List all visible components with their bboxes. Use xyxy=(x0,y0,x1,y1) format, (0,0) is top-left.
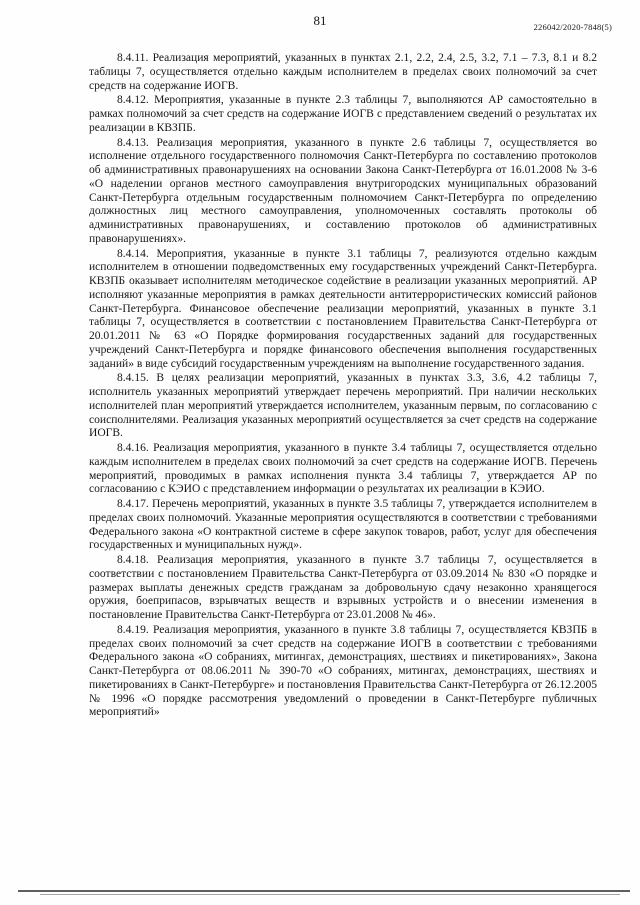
paragraph-8-4-11: 8.4.11. Реализация мероприятий, указанных в пунктах 2.1, 2.2, 2.4, 2.5, 3.2, 7.1 – 7.3, 8.1 и 8.2 таблицы 7, осуществляется отдельно каждым исполнителем в пределах своих полномочий за счет средств на содержание ИОГВ. xyxy=(89,52,597,92)
paragraph-8-4-19: 8.4.19. Реализация мероприятия, указанного в пункте 3.8 таблицы 7, осуществляется КВЗПБ в пределах своих полномочий за счет средств на содержание ИОГВ в соответствии с требованиями Федерального закона «О собраниях, митингах, демонстрациях, шествиях и пикетированиях», Закона Санкт-Петербурга от 08.06.2011 № 390-70 «О собраниях, митингах, демонстрациях, шествиях и пикетированиях в Санкт-Петербурге» и постановления Правительства Санкт-Петербурга от 26.12.2005 № 1996 «О порядке рассмотрения уведомлений о проведении в Санкт-Петербурге публичных мероприятий» xyxy=(89,623,597,719)
paragraph-8-4-17: 8.4.17. Перечень мероприятий, указанных в пункте 3.5 таблицы 7, утверждается исполнителем в пределах своих полномочий. Указанные мероприятия осуществляются в соответствии с требованиями Федерального закона «О контрактной системе в сфере закупок товаров, работ, услуг для обеспечения государственных и муниципальных нужд». xyxy=(89,498,597,552)
paragraph-8-4-18: 8.4.18. Реализация мероприятия, указанного в пункте 3.7 таблицы 7, осуществляется в соответствии с постановлением Правительства Санкт-Петербурга от 03.09.2014 № 830 «О порядке и размерах выплаты денежных средств гражданам за добровольную сдачу незаконно хранящегося оружия, боеприпасов, взрывчатых веществ и взрывных устройств и о внесении изменения в постановление Правительства Санкт-Петербурга от 23.01.2008 № 46». xyxy=(89,554,597,621)
paragraph-8-4-15: 8.4.15. В целях реализации мероприятий, указанных в пунктах 3.3, 3.6, 4.2 таблицы 7, исполнитель указанных мероприятий утверждает перечень мероприятий. При наличии нескольких исполнителей план мероприятий утверждается исполнителем, указанным первым, по согласованию с соисполнителями. Реализация указанных мероприятий осуществляется за счет средств на содержание ИОГВ. xyxy=(89,372,597,440)
paragraph-8-4-12: 8.4.12. Мероприятия, указанные в пункте 2.3 таблицы 7, выполняются АР самостоятельно в рамках полномочий за счет средств на содержание ИОГВ с представлением сведений о результатах их реализации в КВЗПБ. xyxy=(89,94,597,134)
document-code: 226042/2020-7848(5) xyxy=(533,22,612,32)
scan-edge-line xyxy=(18,890,630,892)
paragraph-8-4-14: 8.4.14. Мероприятия, указанные в пункте 3.1 таблицы 7, реализуются отдельно каждым исполнителем в отношении подведомственных ему государственных учреждений Санкт-Петербурга. КВЗПБ оказывает исполнителям методическое содействие в реализации указанных мероприятий. АР исполняют указанные мероприятия в рамках деятельности антитеррористических комиссий районов Санкт-Петербурга. Финансовое обеспечение реализации мероприятий, указанных в пункте 3.1 таблицы 7, осуществляется в соответствии с постановлением Правительства Санкт-Петербурга от 20.01.2011 № 63 «О Порядке формирования государственных заданий для государственных учреждений Санкт-Петербурга и порядке финансового обеспечения выполнения государственных заданий» в виде субсидий государственным учреждениям на выполнение государственного задания. xyxy=(89,247,597,370)
document-body xyxy=(89,52,597,721)
scan-edge-line-secondary xyxy=(40,894,620,895)
paragraph-8-4-16: 8.4.16. Реализация мероприятия, указанного в пункте 3.4 таблицы 7, осуществляется отдельно каждым исполнителем в пределах своих полномочий за счет средств на содержание ИОГВ. Перечень мероприятий, проводимых в рамках исполнения пункта 3.4 таблицы 7, утверждается АР по согласованию с КЭИО с представлением информации о результатах их реализации в КЭИО. xyxy=(89,442,597,496)
page-number: 81 xyxy=(313,13,327,28)
paragraph-8-4-13: 8.4.13. Реализация мероприятия, указанного в пункте 2.6 таблицы 7, осуществляется во исполнение отдельного государственного полномочия Санкт-Петербурга по составлению протоколов об административных правонарушениях на основании Закона Санкт-Петербурга от 16.01.2008 № 3-6 «О наделении органов местного самоуправления внутригородских муниципальных образований Санкт-Петербурга отдельным государственным полномочием Санкт-Петербурга по определению должностных лиц местного самоуправления, уполномоченных составлять протоколы об административных правонарушениях, и составлению протоколов об административных правонарушениях». xyxy=(89,136,597,245)
